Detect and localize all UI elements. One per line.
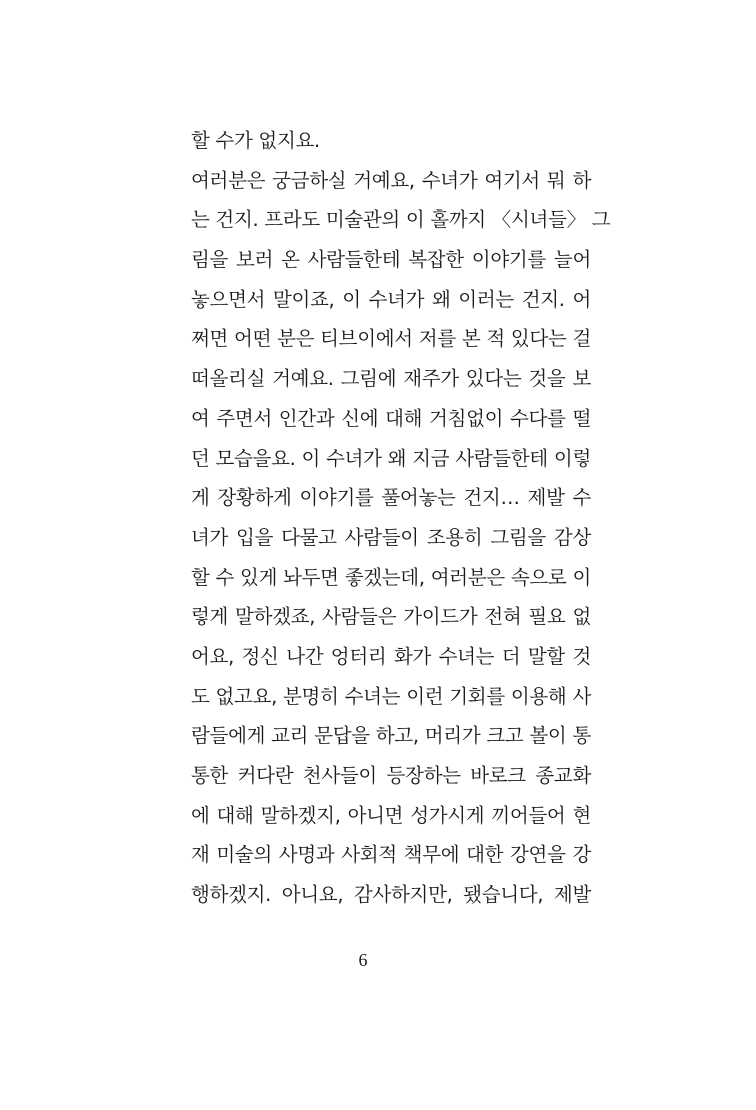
text-line: 여러분은 궁금하실 거예요, 수녀가 여기서 뭐 하 bbox=[191, 168, 591, 192]
text-line: 할 수 있게 놔두면 좋겠는데, 여러분은 속으로 이 bbox=[191, 565, 591, 589]
text-line: 도 없고요, 분명히 수녀는 이런 기회를 이용해 사 bbox=[191, 684, 591, 708]
text-line: 림을 보러 온 사람들한테 복잡한 이야기를 늘어 bbox=[191, 248, 591, 272]
text-line: 던 모습을요. 이 수녀가 왜 지금 사람들한테 이렇 bbox=[191, 446, 591, 470]
text-line: 놓으면서 말이죠, 이 수녀가 왜 이러는 건지. 어 bbox=[191, 287, 591, 311]
text-line: 게 장황하게 이야기를 풀어놓는 건지… 제발 수 bbox=[191, 486, 591, 510]
text-line: 렇게 말하겠죠, 사람들은 가이드가 전혀 필요 없 bbox=[191, 605, 591, 629]
text-line: 재 미술의 사명과 사회적 책무에 대한 강연을 강 bbox=[191, 843, 591, 867]
text-line: 쩌면 어떤 분은 티브이에서 저를 본 적 있다는 걸 bbox=[191, 327, 591, 351]
text-line: 에 대해 말하겠지, 아니면 성가시게 끼어들어 현 bbox=[191, 803, 591, 827]
text-line: 어요, 정신 나간 엉터리 화가 수녀는 더 말할 것 bbox=[191, 644, 591, 668]
text-line: 녀가 입을 다물고 사람들이 조용히 그림을 감상 bbox=[191, 525, 591, 549]
text-line: 할 수가 없지요. bbox=[191, 129, 320, 152]
body-text bbox=[191, 121, 611, 915]
text-line: 떠올리실 거예요. 그림에 재주가 있다는 것을 보 bbox=[191, 367, 591, 391]
text-line: 람들에게 교리 문답을 하고, 머리가 크고 볼이 통 bbox=[191, 724, 591, 748]
text-line: 행하겠지. 아니요, 감사하지만, 됐습니다, 제발 bbox=[191, 883, 591, 907]
text-line: 통한 커다란 천사들이 등장하는 바로크 종교화 bbox=[191, 764, 591, 787]
text-line: 여 주면서 인간과 신에 대해 거침없이 수다를 떨 bbox=[191, 406, 591, 430]
text-line: 는 건지. 프라도 미술관의 이 홀까지 〈시녀들〉 그 bbox=[191, 208, 611, 232]
page-number: 6 bbox=[358, 950, 368, 970]
